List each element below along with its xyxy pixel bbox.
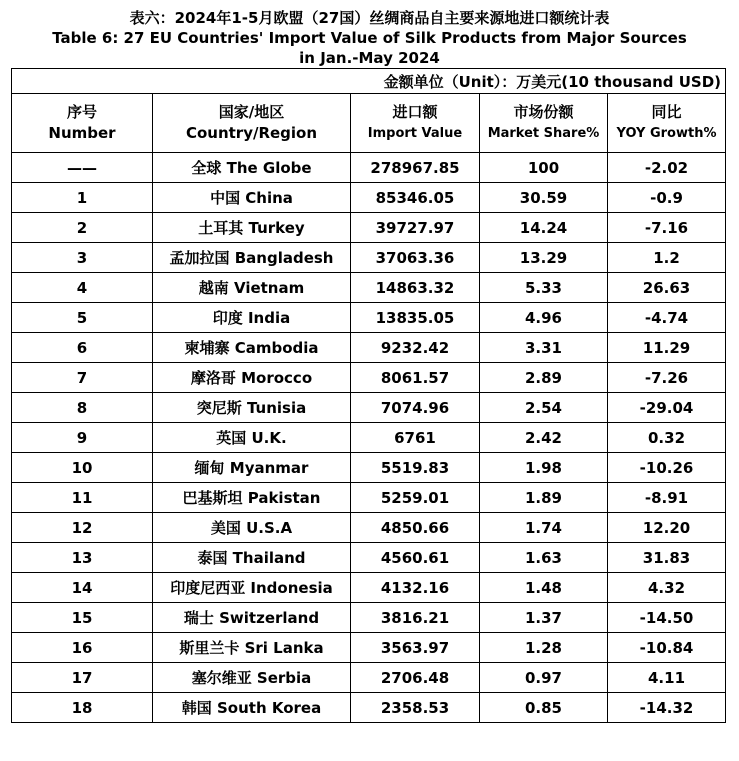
header-country xyxy=(153,94,351,153)
header-en: YOY Growth% xyxy=(616,126,717,141)
cell-number: 8 xyxy=(12,393,153,423)
cell-market-share: 2.89 xyxy=(480,363,608,393)
cell-market-share: 5.33 xyxy=(480,273,608,303)
cell-market-share: 100 xyxy=(480,153,608,183)
cell-country: 孟加拉国 Bangladesh xyxy=(153,243,351,273)
header-cn: 序号 xyxy=(66,103,97,121)
cell-yoy-growth: 0.32 xyxy=(608,423,726,453)
table-row xyxy=(12,303,726,333)
cell-market-share: 14.24 xyxy=(480,213,608,243)
table-row xyxy=(12,393,726,423)
cell-yoy-growth: -10.84 xyxy=(608,633,726,663)
cell-market-share: 1.37 xyxy=(480,603,608,633)
cell-number: 14 xyxy=(12,573,153,603)
table-row xyxy=(12,453,726,483)
cell-number: 16 xyxy=(12,633,153,663)
table-row xyxy=(12,273,726,303)
cell-number: 13 xyxy=(12,543,153,573)
table-row xyxy=(12,573,726,603)
cell-import-value: 7074.96 xyxy=(351,393,480,423)
import-table xyxy=(11,68,726,723)
cell-import-value: 13835.05 xyxy=(351,303,480,333)
cell-number: 9 xyxy=(12,423,153,453)
cell-number: 15 xyxy=(12,603,153,633)
header-en: Number xyxy=(48,124,116,142)
table-title-en-line1: Table 6: 27 EU Countries' Import Value of Silk Products from Major Sources xyxy=(52,29,687,47)
cell-market-share: 1.74 xyxy=(480,513,608,543)
cell-yoy-growth: 11.29 xyxy=(608,333,726,363)
header-en: Country/Region xyxy=(185,124,318,142)
cell-market-share: 2.42 xyxy=(480,423,608,453)
cell-country: 全球 The Globe xyxy=(153,153,351,183)
cell-country: 突尼斯 Tunisia xyxy=(153,393,351,423)
cell-country: 韩国 South Korea xyxy=(153,693,351,723)
cell-country: 印度尼西亚 Indonesia xyxy=(153,573,351,603)
cell-import-value: 37063.36 xyxy=(351,243,480,273)
table-row xyxy=(12,513,726,543)
table-row xyxy=(12,363,726,393)
table-row xyxy=(12,663,726,693)
cell-number: 10 xyxy=(12,453,153,483)
cell-import-value: 3563.97 xyxy=(351,633,480,663)
cell-yoy-growth: -29.04 xyxy=(608,393,726,423)
header-row xyxy=(12,94,726,153)
table-row xyxy=(12,423,726,453)
cell-country: 英国 U.K. xyxy=(153,423,351,453)
cell-country: 柬埔寨 Cambodia xyxy=(153,333,351,363)
header-import-value xyxy=(351,94,480,153)
table-row xyxy=(12,543,726,573)
cell-yoy-growth: 4.11 xyxy=(608,663,726,693)
cell-number: —— xyxy=(12,153,153,183)
cell-number: 11 xyxy=(12,483,153,513)
cell-import-value: 5259.01 xyxy=(351,483,480,513)
table-row xyxy=(12,333,726,363)
header-market-share xyxy=(480,94,608,153)
cell-yoy-growth: -14.50 xyxy=(608,603,726,633)
cell-number: 7 xyxy=(12,363,153,393)
cell-yoy-growth: 31.83 xyxy=(608,543,726,573)
cell-market-share: 1.48 xyxy=(480,573,608,603)
cell-market-share: 30.59 xyxy=(480,183,608,213)
cell-market-share: 4.96 xyxy=(480,303,608,333)
cell-import-value: 9232.42 xyxy=(351,333,480,363)
cell-yoy-growth: -8.91 xyxy=(608,483,726,513)
cell-number: 17 xyxy=(12,663,153,693)
header-en: Import Value xyxy=(367,126,463,141)
cell-country: 缅甸 Myanmar xyxy=(153,453,351,483)
cell-import-value: 4850.66 xyxy=(351,513,480,543)
header-yoy xyxy=(608,94,726,153)
header-cn: 进口额 xyxy=(392,103,438,121)
cell-country: 瑞士 Switzerland xyxy=(153,603,351,633)
cell-import-value: 278967.85 xyxy=(351,153,480,183)
cell-market-share: 1.89 xyxy=(480,483,608,513)
cell-yoy-growth: -7.16 xyxy=(608,213,726,243)
cell-market-share: 1.98 xyxy=(480,453,608,483)
cell-country: 印度 India xyxy=(153,303,351,333)
table-row xyxy=(12,243,726,273)
header-en: Market Share% xyxy=(487,126,600,141)
cell-market-share: 13.29 xyxy=(480,243,608,273)
cell-yoy-growth: 26.63 xyxy=(608,273,726,303)
cell-yoy-growth: 4.32 xyxy=(608,573,726,603)
cell-yoy-growth: -2.02 xyxy=(608,153,726,183)
cell-yoy-growth: 12.20 xyxy=(608,513,726,543)
cell-number: 3 xyxy=(12,243,153,273)
cell-import-value: 39727.97 xyxy=(351,213,480,243)
cell-import-value: 4132.16 xyxy=(351,573,480,603)
cell-yoy-growth: -0.9 xyxy=(608,183,726,213)
cell-market-share: 2.54 xyxy=(480,393,608,423)
cell-country: 摩洛哥 Morocco xyxy=(153,363,351,393)
cell-country: 斯里兰卡 Sri Lanka xyxy=(153,633,351,663)
cell-country: 美国 U.S.A xyxy=(153,513,351,543)
cell-country: 中国 China xyxy=(153,183,351,213)
cell-import-value: 6761 xyxy=(351,423,480,453)
cell-market-share: 3.31 xyxy=(480,333,608,363)
cell-yoy-growth: -14.32 xyxy=(608,693,726,723)
cell-country: 土耳其 Turkey xyxy=(153,213,351,243)
cell-number: 12 xyxy=(12,513,153,543)
cell-import-value: 4560.61 xyxy=(351,543,480,573)
cell-country: 塞尔维亚 Serbia xyxy=(153,663,351,693)
cell-number: 18 xyxy=(12,693,153,723)
cell-import-value: 3816.21 xyxy=(351,603,480,633)
table-row xyxy=(12,483,726,513)
table-row xyxy=(12,213,726,243)
header-cn: 国家/地区 xyxy=(218,103,285,121)
cell-yoy-growth: -7.26 xyxy=(608,363,726,393)
unit-row xyxy=(12,69,726,94)
cell-market-share: 0.85 xyxy=(480,693,608,723)
cell-import-value: 2358.53 xyxy=(351,693,480,723)
cell-import-value: 8061.57 xyxy=(351,363,480,393)
cell-import-value: 14863.32 xyxy=(351,273,480,303)
cell-market-share: 0.97 xyxy=(480,663,608,693)
cell-import-value: 5519.83 xyxy=(351,453,480,483)
table-row xyxy=(12,183,726,213)
cell-import-value: 2706.48 xyxy=(351,663,480,693)
header-cn: 市场份额 xyxy=(513,103,574,121)
cell-import-value: 85346.05 xyxy=(351,183,480,213)
table-row xyxy=(12,633,726,663)
table-row xyxy=(12,603,726,633)
table-row xyxy=(12,153,726,183)
cell-yoy-growth: -4.74 xyxy=(608,303,726,333)
unit-label: 金额单位（Unit）：万美元(10 thousand USD) xyxy=(12,69,726,94)
cell-number: 2 xyxy=(12,213,153,243)
cell-market-share: 1.63 xyxy=(480,543,608,573)
table-row xyxy=(12,693,726,723)
cell-yoy-growth: -10.26 xyxy=(608,453,726,483)
cell-number: 6 xyxy=(12,333,153,363)
cell-market-share: 1.28 xyxy=(480,633,608,663)
cell-number: 5 xyxy=(12,303,153,333)
header-number xyxy=(12,94,153,153)
cell-number: 1 xyxy=(12,183,153,213)
cell-country: 泰国 Thailand xyxy=(153,543,351,573)
table-title-zh: 表六：2024年1-5月欧盟（27国）丝绸商品自主要来源地进口额统计表 xyxy=(129,9,610,27)
table-title-en-line2: in Jan.-May 2024 xyxy=(299,49,440,67)
cell-yoy-growth: 1.2 xyxy=(608,243,726,273)
cell-country: 巴基斯坦 Pakistan xyxy=(153,483,351,513)
cell-country: 越南 Vietnam xyxy=(153,273,351,303)
cell-number: 4 xyxy=(12,273,153,303)
header-cn: 同比 xyxy=(651,103,682,121)
